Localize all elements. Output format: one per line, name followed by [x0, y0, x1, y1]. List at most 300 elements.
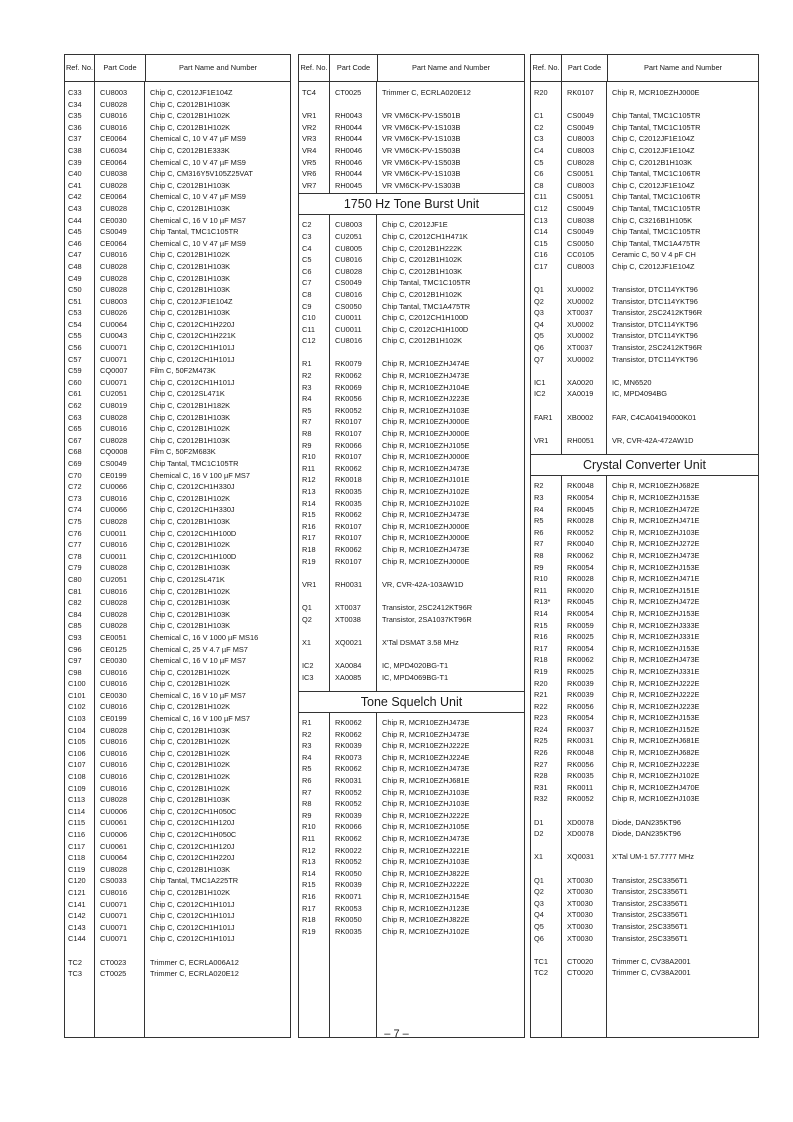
part-row	[299, 87, 524, 99]
row-spacer	[299, 648, 524, 660]
part-code: CU8028	[100, 261, 128, 271]
part-name: Chip C, C2012B1H103K	[150, 598, 231, 608]
part-row	[531, 145, 758, 157]
section-title-crystal-converter: Crystal Converter Unit	[531, 454, 758, 476]
part-code: CS0049	[100, 459, 127, 468]
part-row	[531, 133, 758, 145]
part-code: RK0050	[335, 868, 362, 878]
part-name: Transistor, 2SC3356T1	[612, 887, 688, 897]
part-name: FAR, C4CA04194000K01	[612, 412, 697, 422]
part-code: XU0002	[567, 285, 594, 295]
part-row	[65, 180, 290, 192]
part-code: CS0049	[335, 278, 362, 288]
part-name: Chip C, C2012CH1H471K	[382, 231, 468, 241]
part-row	[531, 180, 758, 192]
part-row	[299, 798, 524, 810]
part-row	[65, 400, 290, 412]
part-row	[299, 393, 524, 405]
part-name: Chip C, C2012JF1E104Z	[612, 134, 695, 144]
part-name: Chip R, MCR10EZHJ103E	[382, 799, 470, 809]
part-name: Chip R, MCR10EZHJ151E	[612, 585, 700, 595]
ref-no: IC2	[534, 389, 546, 399]
part-row	[65, 412, 290, 424]
part-code: RK0052	[335, 787, 362, 797]
part-code: CU8026	[100, 308, 128, 318]
ref-no: TC3	[68, 969, 82, 979]
ref-no: C119	[68, 864, 86, 874]
ref-no: D1	[534, 817, 544, 827]
part-code: CS0050	[335, 301, 362, 311]
part-row	[531, 319, 758, 331]
ref-no: R6	[302, 776, 312, 786]
part-code: CE0051	[100, 632, 127, 642]
ref-no: R21	[534, 690, 548, 700]
part-code: RH0044	[335, 134, 363, 144]
ref-no: C106	[68, 748, 86, 758]
part-row	[65, 759, 290, 771]
part-name: Chip R, MCR10EZHJ224E	[382, 752, 470, 762]
part-row	[531, 620, 758, 632]
part-row	[299, 451, 524, 463]
part-code: RK0031	[567, 736, 594, 746]
part-name: Chip R, MCR10EZHJ000E	[382, 533, 470, 543]
column-body	[299, 82, 524, 1037]
part-code: XT0030	[567, 910, 593, 920]
part-row	[531, 157, 758, 169]
ref-no: C37	[68, 134, 82, 144]
part-row	[299, 301, 524, 313]
part-row	[65, 122, 290, 134]
ref-no: C10	[302, 313, 316, 323]
part-code: CS0051	[567, 192, 594, 202]
part-code: CU0011	[335, 313, 362, 323]
part-row	[65, 110, 290, 122]
ref-no: R12	[302, 845, 316, 855]
part-row	[65, 933, 290, 945]
part-row	[65, 957, 290, 969]
ref-no: FAR1	[534, 412, 553, 422]
part-code: XA0019	[567, 389, 594, 399]
part-code: CU0061	[100, 841, 128, 851]
part-code: RK0107	[335, 521, 362, 531]
part-code: RK0025	[567, 632, 594, 642]
ref-no: R17	[302, 903, 316, 913]
ref-no: C56	[68, 343, 82, 353]
ref-no: R9	[534, 562, 544, 572]
part-code: RK0107	[335, 452, 362, 462]
ref-no: C113	[68, 795, 86, 805]
part-code: CS0049	[567, 122, 594, 132]
part-code: RK0048	[567, 481, 594, 491]
part-row	[531, 515, 758, 527]
part-name: Chip C, C2012B1H102K	[150, 250, 231, 260]
part-row	[531, 875, 758, 887]
part-name: Chip C, C2012B1H222K	[382, 243, 463, 253]
header-part-code: Part Code	[562, 55, 608, 81]
ref-no: C50	[68, 285, 82, 295]
ref-no: C11	[302, 324, 316, 334]
ref-no: R3	[534, 493, 544, 502]
part-row	[531, 689, 758, 701]
part-code: CU8028	[100, 621, 128, 631]
ref-no: VR2	[302, 122, 317, 132]
part-row	[65, 284, 290, 296]
ref-no: C2	[534, 122, 544, 132]
ref-no: Q1	[534, 285, 544, 295]
part-code: CU8003	[567, 145, 595, 155]
part-code: CE0199	[100, 470, 127, 480]
row-spacer	[531, 423, 758, 435]
ref-no: C142	[68, 911, 86, 921]
part-row	[299, 556, 524, 568]
part-name: Chip R, MCR10EZHJ331E	[612, 632, 700, 642]
part-row	[65, 574, 290, 586]
part-code: RK0062	[335, 544, 362, 554]
part-code: RK0062	[335, 729, 362, 739]
part-row	[531, 215, 758, 227]
ref-no: R18	[302, 544, 316, 554]
part-code: CU0064	[100, 319, 128, 329]
part-row	[65, 157, 290, 169]
part-row	[65, 632, 290, 644]
part-name: VR VM6CK-PV-1S103B	[382, 169, 461, 179]
part-code: RK0066	[335, 822, 362, 832]
ref-no: R17	[534, 643, 548, 653]
part-name: Chip R, MCR10EZHJ221E	[382, 845, 470, 855]
part-row	[65, 493, 290, 505]
part-code: RK0052	[567, 527, 594, 537]
part-code: RK0062	[567, 655, 594, 665]
part-code: XA0020	[567, 377, 594, 387]
part-row	[299, 312, 524, 324]
ref-no: C77	[68, 540, 82, 550]
part-code: RK0048	[567, 748, 594, 758]
part-code: CU0043	[100, 331, 128, 341]
row-spacer	[531, 400, 758, 412]
part-name: Chip C, C2012CH1H220J	[150, 853, 235, 863]
ref-no: R16	[534, 632, 548, 642]
part-row	[299, 266, 524, 278]
ref-no: C97	[68, 656, 82, 666]
part-row	[65, 725, 290, 737]
ref-no: C6	[534, 169, 544, 179]
parts-column-2	[298, 54, 525, 1038]
ref-no: Q2	[302, 614, 312, 624]
ref-no: C78	[68, 551, 82, 561]
parts-column-3	[530, 54, 759, 1038]
part-row	[65, 597, 290, 609]
part-row	[531, 712, 758, 724]
ref-no: C144	[68, 934, 86, 944]
ref-no: R16	[302, 521, 316, 531]
ref-no: R13*	[534, 597, 551, 607]
part-name: Chemical C, 16 V 100 µF MS7	[150, 714, 250, 724]
part-code: CQ0008	[100, 447, 128, 457]
part-row	[65, 145, 290, 157]
part-row	[531, 678, 758, 690]
part-name: Chip C, C2012JF1E104Z	[150, 296, 233, 306]
part-name: Trimmer C, ECRLA020E12	[382, 88, 471, 97]
part-code: CT0020	[567, 956, 594, 966]
part-name: Transistor, 2SC2412KT96R	[612, 343, 703, 353]
ref-no: C76	[68, 528, 82, 538]
part-name: Chip C, C2012SL471K	[150, 389, 225, 399]
part-code: RK0025	[567, 666, 594, 676]
ref-no: R15	[534, 620, 548, 630]
ref-no: C17	[534, 261, 548, 271]
part-code: XU0002	[567, 296, 594, 306]
part-name: Chip R, MCR10EZHJ000E	[382, 521, 470, 531]
ref-no: R7	[302, 417, 312, 427]
part-row	[299, 243, 524, 255]
part-row	[299, 637, 524, 649]
page-number: – 7 –	[384, 1028, 409, 1040]
part-name: Chip C, C2012CH1H330J	[150, 482, 235, 492]
ref-no: C79	[68, 563, 82, 573]
part-name: Chip R, MCR10EZHJ152E	[612, 724, 700, 734]
part-name: Chip R, MCR10EZHJ471E	[612, 516, 700, 526]
part-code: RK0035	[335, 498, 362, 508]
part-name: Chip R, MCR10EZHJ153E	[612, 562, 700, 572]
part-name: Chip C, C2012B1E333K	[150, 145, 230, 155]
part-row	[65, 841, 290, 853]
part-code: CT0023	[100, 957, 127, 967]
part-code: CS0051	[567, 169, 594, 179]
part-name: Chip Tantal, TMC1A475TR	[382, 301, 471, 311]
part-code: CU8016	[100, 783, 128, 793]
ref-no: R5	[302, 764, 312, 774]
part-code: CE0199	[100, 714, 127, 724]
ref-no: C3	[534, 134, 544, 144]
part-code: RK0073	[335, 752, 362, 762]
part-row	[531, 596, 758, 608]
part-code: CU8028	[100, 795, 128, 805]
part-row	[531, 330, 758, 342]
part-row	[299, 879, 524, 891]
part-code: RK0039	[335, 810, 362, 820]
part-row	[299, 335, 524, 347]
part-name: Chip C, C2012B1H102K	[150, 540, 231, 550]
ref-no: X1	[534, 852, 544, 862]
ref-no: C68	[68, 447, 82, 457]
part-name: Chip C, C2012CH1H101J	[150, 911, 235, 921]
ref-no: TC1	[534, 956, 548, 966]
ref-no: C34	[68, 99, 82, 109]
row-spacer	[299, 99, 524, 111]
ref-no: Q3	[534, 308, 544, 318]
ref-no: R4	[302, 752, 312, 762]
part-row	[65, 168, 290, 180]
part-code: RK0037	[567, 724, 594, 734]
ref-no: R23	[534, 713, 548, 723]
header-ref-no: Ref. No.	[299, 55, 330, 81]
part-code: CS0049	[100, 227, 127, 237]
part-row	[299, 717, 524, 729]
ref-no: R1	[302, 718, 312, 728]
part-code: RK0056	[335, 394, 362, 404]
part-name: Chip R, MCR10EZHJ473E	[382, 729, 470, 739]
part-row	[531, 573, 758, 585]
ref-no: C118	[68, 853, 86, 863]
ref-no: C60	[68, 377, 82, 387]
part-code: CU8016	[335, 289, 363, 299]
part-name: Chip C, C2012B1H103K	[612, 157, 693, 167]
ref-no: C69	[68, 459, 82, 468]
part-code: CT0025	[100, 969, 127, 979]
part-code: RK0035	[335, 487, 362, 496]
part-name: Chip R, MCR10EZHJ682E	[612, 748, 700, 758]
part-row	[65, 458, 290, 470]
part-code: XB0002	[567, 412, 594, 422]
ref-no: VR1	[302, 579, 317, 589]
part-code: CU0064	[100, 853, 128, 863]
part-row	[531, 110, 758, 122]
ref-no: IC1	[534, 377, 546, 387]
part-code: CU8028	[567, 157, 595, 167]
ref-no: VR1	[302, 111, 317, 121]
ref-no: Q2	[534, 887, 544, 897]
part-name: Chip R, MCR10EZHJ470E	[612, 782, 700, 792]
part-row	[65, 99, 290, 111]
part-row	[531, 643, 758, 655]
ref-no: R15	[302, 880, 316, 890]
ref-no: C109	[68, 783, 86, 793]
part-name: Chip C, C2012CH1H050C	[150, 806, 237, 816]
part-code: CU0006	[100, 830, 128, 839]
part-name: Chip R, MCR10EZHJ472E	[612, 504, 700, 514]
part-code: CU0066	[100, 505, 128, 515]
part-code: RK0040	[567, 539, 594, 549]
ref-no: C48	[68, 261, 82, 271]
part-name: Chip C, C2012B1H103K	[150, 725, 231, 735]
part-name: Chip Tantal, TMC1C105TR	[612, 227, 701, 237]
part-code: RK0062	[335, 834, 362, 844]
part-code: CU8016	[100, 679, 128, 689]
row-spacer	[531, 365, 758, 377]
part-row	[65, 319, 290, 331]
part-row	[531, 122, 758, 134]
part-name: Chip C, C2012CH1H100D	[382, 313, 469, 323]
part-name: Transistor, 2SC3356T1	[612, 921, 688, 931]
part-row	[65, 875, 290, 887]
part-name: Chip C, C2012B1H102K	[150, 667, 231, 677]
part-row	[65, 887, 290, 899]
part-code: CU8028	[100, 563, 128, 573]
ref-no: R25	[534, 736, 548, 746]
part-name: Chip C, C2012B1H102K	[150, 702, 231, 712]
part-name: Chip R, MCR10EZHJ473E	[382, 544, 470, 554]
part-code: CU8003	[100, 88, 128, 97]
part-code: XU0002	[567, 354, 594, 364]
part-name: Chip R, MCR10EZHJ474E	[382, 359, 470, 369]
ref-no: R8	[302, 799, 312, 809]
parts-column-1	[64, 54, 291, 1038]
part-name: Chip C, C2012B1H103K	[150, 435, 231, 445]
part-row	[65, 644, 290, 656]
part-row	[65, 864, 290, 876]
part-code: XT0037	[567, 308, 593, 318]
part-name: Chip Tantal, TMC1A225TR	[150, 876, 239, 886]
ref-no: C33	[68, 88, 82, 97]
ref-no: C73	[68, 493, 82, 503]
part-code: XT0030	[567, 933, 593, 943]
ref-no: C82	[68, 598, 82, 608]
ref-no: C36	[68, 122, 82, 132]
part-row	[531, 307, 758, 319]
ref-no: VR5	[302, 157, 317, 167]
header-part-code: Part Code	[95, 55, 146, 81]
part-code: RK0062	[335, 371, 362, 381]
ref-no: R11	[302, 834, 316, 844]
ref-no: C96	[68, 644, 82, 654]
part-row	[299, 787, 524, 799]
ref-no: C12	[302, 336, 316, 346]
part-name: Chip R, MCR10EZHJ153E	[612, 493, 700, 502]
ref-no: C46	[68, 238, 82, 248]
part-name: Chip C, C2012CH1H101J	[150, 922, 235, 932]
part-row	[531, 608, 758, 620]
part-code: CQ0007	[100, 366, 128, 376]
part-code: CE0030	[100, 656, 127, 666]
part-code: RK0052	[335, 799, 362, 809]
part-row	[299, 845, 524, 857]
part-row	[299, 405, 524, 417]
part-name: Chip C, C2012JF1E	[382, 220, 448, 230]
part-code: CU8003	[567, 180, 595, 190]
part-name: Chemical C, 16 V 10 µF MS7	[150, 656, 246, 666]
part-name: Chip C, C2012B1H102K	[150, 737, 231, 747]
part-name: Chip C, C2012B1H103K	[150, 609, 231, 619]
row-spacer	[531, 99, 758, 111]
part-row	[299, 254, 524, 266]
part-row	[65, 609, 290, 621]
part-name: Chip C, C2012B1H102K	[150, 760, 231, 770]
part-row	[65, 968, 290, 980]
part-code: CU8038	[567, 215, 595, 225]
part-code: RK0039	[335, 741, 362, 751]
part-name: Chip C, C2012B1H102K	[382, 289, 463, 299]
part-name: Transistor, 2SC3356T1	[612, 910, 688, 920]
header-part-name: Part Name and Number	[643, 63, 723, 72]
part-code: CU8016	[100, 424, 128, 434]
ref-no: C65	[68, 424, 82, 434]
part-name: Chip R, MCR10EZHJ473E	[382, 463, 470, 473]
part-code: RK0107	[335, 556, 362, 566]
row-spacer	[65, 945, 290, 957]
part-row	[531, 747, 758, 759]
part-code: CE0125	[100, 644, 127, 654]
part-name: Chip C, C2012B1H103K	[150, 203, 231, 213]
part-row	[299, 926, 524, 938]
part-row	[299, 579, 524, 591]
part-row	[65, 678, 290, 690]
part-row	[299, 358, 524, 370]
part-row	[299, 382, 524, 394]
column-body	[65, 82, 290, 1037]
ref-no: C57	[68, 354, 82, 364]
part-row	[299, 914, 524, 926]
part-row	[531, 550, 758, 562]
ref-no: Q1	[534, 875, 544, 885]
part-row	[531, 504, 758, 516]
part-code: RK0066	[335, 440, 362, 450]
part-name: Chip R, MCR10EZHJ000E	[382, 429, 470, 439]
part-row	[531, 967, 758, 979]
part-row	[299, 428, 524, 440]
row-spacer	[531, 863, 758, 875]
part-row	[531, 238, 758, 250]
ref-no: R2	[302, 729, 312, 739]
